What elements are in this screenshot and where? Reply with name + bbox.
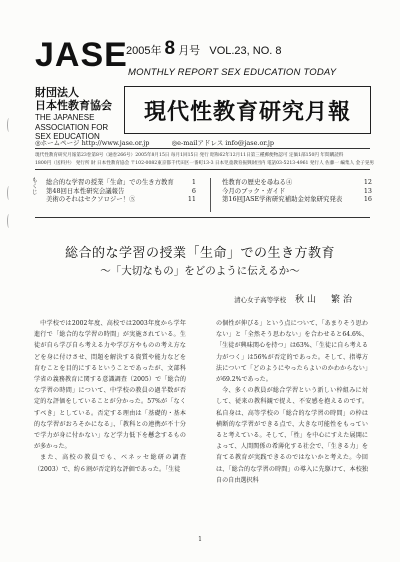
org-name-japanese (35, 86, 112, 112)
divider (35, 148, 370, 149)
toc-item-page: 11 (187, 195, 196, 204)
toc-item-title: 第16回JASE学術研究補助金対象研究発表 (222, 195, 343, 204)
toc-column-right (222, 178, 372, 204)
article-author (234, 292, 355, 305)
email-link[interactable]: ◎e-mailアドレス info@jase.or.jp (171, 139, 275, 147)
body-paragraph: 今、多くの教員が総合学習という新しい枠組みに対して、従来の教科観で捉え、不安感を抱えるのです。私自身は、高等学校の「総合的な学習の時間」の枠は横断的な学習ができる点で、大きな可能性をもっていると考えている。そして、「性」を中心にすえた展開によって、人間関係の希薄化する社会で、「生きる力」を育てる教育が実践できるのではないかと考えた。今回は、「総合的な学習の時間」の導入に先駆けて、本校独自の自由選択科 (216, 387, 368, 484)
toc-label: もくじ (32, 178, 38, 196)
publication-info: 現代性教育研究月報第23巻第8号（通巻266号）2005年8月15日 毎月1回15日 発行 昭和62年12月11日第三種郵便物認可 定価1部150円 年間購読料 (35, 153, 344, 158)
org-en-line: SEX EDUCATION (35, 132, 100, 141)
divider (35, 217, 370, 218)
table-of-contents (32, 178, 372, 214)
body-paragraph: の個性が伸びる」という点について、「あまりそう思わない」と「全然そう思わない」を合わせると64.6%、「生徒が興味関心を持つ」は63%、「生徒に自ら考える力がつく」は56%が否定的であった。そして、指導方法について「どのようにやったらよいのかわからない」が69.2%であった。 (216, 320, 368, 384)
journal-title-box (124, 86, 371, 134)
contact-line (35, 138, 274, 147)
toc-item-title: 今月のブック・ガイド (222, 186, 286, 195)
binder-hole-mark (7, 186, 11, 200)
toc-item-page: 16 (363, 195, 372, 204)
toc-item-page: 12 (363, 178, 372, 186)
toc-item[interactable] (222, 178, 372, 187)
article-subtitle: 〜「大切なもの」をどのように伝えるか〜 (100, 265, 300, 277)
toc-item[interactable] (222, 187, 372, 196)
divider (35, 169, 370, 170)
org-en-line: THE JAPANESE (35, 113, 95, 122)
monthly-report-tagline: MONTHLY REPORT SEX EDUCATION TODAY (128, 67, 337, 78)
article-body-left-column (34, 318, 186, 508)
issue-volume: VOL.23, (209, 45, 250, 57)
author-affiliation: 清心女子高等学校 (234, 296, 287, 304)
toc-item-title: 性教育の歴史を尋ねる④ (222, 178, 293, 186)
toc-item-title: 第48回日本性研究会議報告 (46, 186, 125, 195)
issue-month-number: 8 (164, 38, 176, 59)
toc-item[interactable] (46, 187, 196, 196)
homepage-link[interactable]: ◎ホームページ http://www.jase.or.jp (35, 139, 150, 147)
issue-month-label: 月号 (178, 45, 201, 57)
journal-title: 現代性教育研究月報 (143, 99, 351, 125)
toc-item[interactable] (46, 195, 196, 204)
toc-divider (210, 178, 211, 212)
issue-info (126, 38, 282, 60)
org-jp-line: 日本性教育協会 (35, 99, 112, 112)
toc-item-page: 13 (363, 186, 372, 195)
toc-column-left (46, 178, 196, 204)
toc-item-page: 1 (191, 178, 196, 186)
article-title: 総合的な学習の授業「生命」での生き方教育 (64, 246, 335, 261)
jase-logo: JASE (35, 36, 128, 74)
binder-hole-mark (7, 214, 11, 228)
org-jp-line: 財団法人 (35, 86, 79, 99)
issue-number: NO. 8 (252, 45, 282, 57)
toc-item[interactable] (46, 178, 196, 187)
article-body-right-column (216, 318, 368, 508)
org-en-line: ASSOCIATION FOR (35, 122, 109, 132)
toc-item-title: 美術のそれはセクソロジー！⑤ (46, 195, 136, 204)
body-paragraph: また、高校の教員でも、ベネッセ総研の調査（2003）で、約６割が否定的な評価であった。「生徒 (34, 454, 186, 473)
page-number: 1 (198, 536, 202, 543)
toc-item[interactable] (222, 195, 372, 204)
issue-year: 2005年 (126, 45, 162, 57)
binder-hole-mark (7, 118, 11, 132)
author-name: 秋山 繁治 (294, 295, 355, 305)
toc-item-page: 6 (191, 186, 196, 195)
toc-item-title: 総合的な学習の授業「生命」での生き方教育 (46, 178, 174, 186)
publication-info: 1800円（送料共） 発行所 財 日本性教育協会 〒102-0082東京都千代田区一番町13-3 日本児童教育振興財団内 電話03-5213-4961 発行人 佐藤一 編集人 金子晃男 (35, 161, 375, 166)
body-paragraph: 中学校では2002年度、高校では2003年度から学年進行で「総合的な学習の時間」が実施されている。生徒が自ら学び自ら考える力や学び方やものの考え方などを身に付けさせ、問題を解決する資質や能力などを育むことを目的にするということであったが、文部科学省の義務教育に関する意識調査（2005）で「総合的な学習の時間」について、中学校の教員の過半数が否定的な評価をしていることが分かった。57%が「なくすべき」としている。否定する理由は「基礎的・基本的な学習がおろそかになる」、「教科との連携が不十分で学力が身に付かない」など学力低下を懸念するものが多かった。 (34, 320, 186, 451)
